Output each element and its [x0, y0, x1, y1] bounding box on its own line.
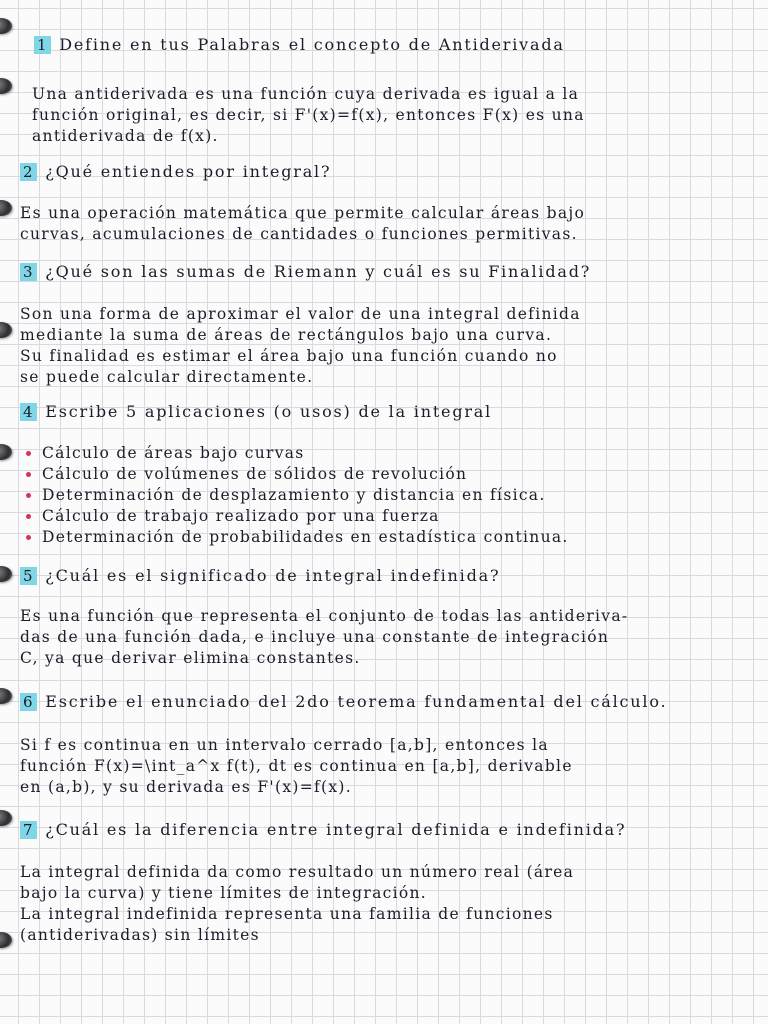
question-text: Define en tus Palabras el concepto de Antiderivada [59, 35, 565, 54]
list-item [22, 485, 569, 506]
question-number: 2 [20, 163, 37, 181]
list-item [22, 527, 569, 548]
list-item [22, 506, 569, 527]
question-number: 7 [20, 821, 37, 839]
question-text: ¿Qué entiendes por integral? [45, 162, 332, 181]
answer-line: antiderivada de f(x). [32, 127, 219, 145]
answer-line: en (a,b), y su derivada es F'(x)=f(x). [20, 778, 353, 796]
question-2 [20, 162, 331, 181]
question-number: 1 [34, 36, 51, 54]
question-number: 4 [20, 403, 37, 421]
question-text: ¿Cuál es la diferencia entre integral definida e indefinida? [45, 820, 627, 839]
question-text: ¿Qué son las sumas de Riemann y cuál es su Finalidad? [45, 262, 592, 281]
answer-line: curvas, acumulaciones de cantidades o funciones permitivas. [20, 225, 578, 243]
question-text: Escribe 5 aplicaciones (o usos) de la integral [45, 402, 493, 421]
applications-list [22, 443, 569, 548]
list-item [22, 464, 569, 485]
answer-line: Si f es continua en un intervalo cerrado [a,b], entonces la [20, 736, 549, 754]
list-item-text: Determinación de desplazamiento y distancia en física. [42, 486, 546, 504]
answer-line: Es una función que representa el conjunto de todas las antideriva- [20, 607, 629, 625]
question-text: ¿Cuál es el significado de integral indefinida? [45, 566, 501, 585]
bullet-icon [26, 493, 31, 498]
question-number: 6 [20, 693, 37, 711]
question-4 [20, 402, 492, 421]
bullet-icon [26, 451, 31, 456]
answer-5 [20, 606, 628, 669]
bullet-icon [26, 535, 31, 540]
answer-line: C, ya que derivar elimina constantes. [20, 649, 361, 667]
answer-line: La integral indefinida representa una familia de funciones [20, 905, 554, 923]
question-number: 3 [20, 263, 37, 281]
answer-7 [20, 862, 574, 946]
answer-2 [20, 203, 585, 245]
question-3 [20, 262, 591, 281]
question-7 [20, 820, 626, 839]
answer-3 [20, 304, 581, 388]
list-item-text: Determinación de probabilidades en estadística continua. [42, 528, 569, 546]
answer-line: La integral definida da como resultado un número real (área [20, 863, 575, 881]
answer-1 [32, 84, 585, 147]
list-item-text: Cálculo de trabajo realizado por una fuerza [42, 507, 440, 525]
answer-line: das de una función dada, e incluye una constante de integración [20, 628, 610, 646]
question-6 [20, 692, 667, 711]
bullet-icon [26, 472, 31, 477]
answer-6 [20, 735, 573, 798]
question-5 [20, 566, 500, 585]
answer-line: Su finalidad es estimar el área bajo una función cuando no [20, 347, 558, 365]
answer-line: función original, es decir, si F'(x)=f(x), entonces F(x) es una [32, 106, 585, 124]
answer-line: función F(x)=\int_a^x f(t), dt es continua en [a,b], derivable [20, 757, 573, 775]
list-item-text: Cálculo de áreas bajo curvas [42, 444, 305, 462]
question-1 [34, 35, 565, 54]
bullet-icon [26, 514, 31, 519]
answer-line: Una antiderivada es una función cuya derivada es igual a la [32, 85, 580, 103]
answer-line: se puede calcular directamente. [20, 368, 314, 386]
question-number: 5 [20, 567, 37, 585]
list-item [22, 443, 569, 464]
answer-line: bajo la curva) y tiene límites de integración. [20, 884, 427, 902]
question-text: Escribe el enunciado del 2do teorema fundamental del cálculo. [45, 692, 668, 711]
answer-line: Son una forma de aproximar el valor de una integral definida [20, 305, 581, 323]
answer-line: (antiderivadas) sin límites [20, 926, 260, 944]
answer-line: Es una operación matemática que permite calcular áreas bajo [20, 204, 586, 222]
list-item-text: Cálculo de volúmenes de sólidos de revolución [42, 465, 468, 483]
answer-line: mediante la suma de áreas de rectángulos bajo una curva. [20, 326, 553, 344]
